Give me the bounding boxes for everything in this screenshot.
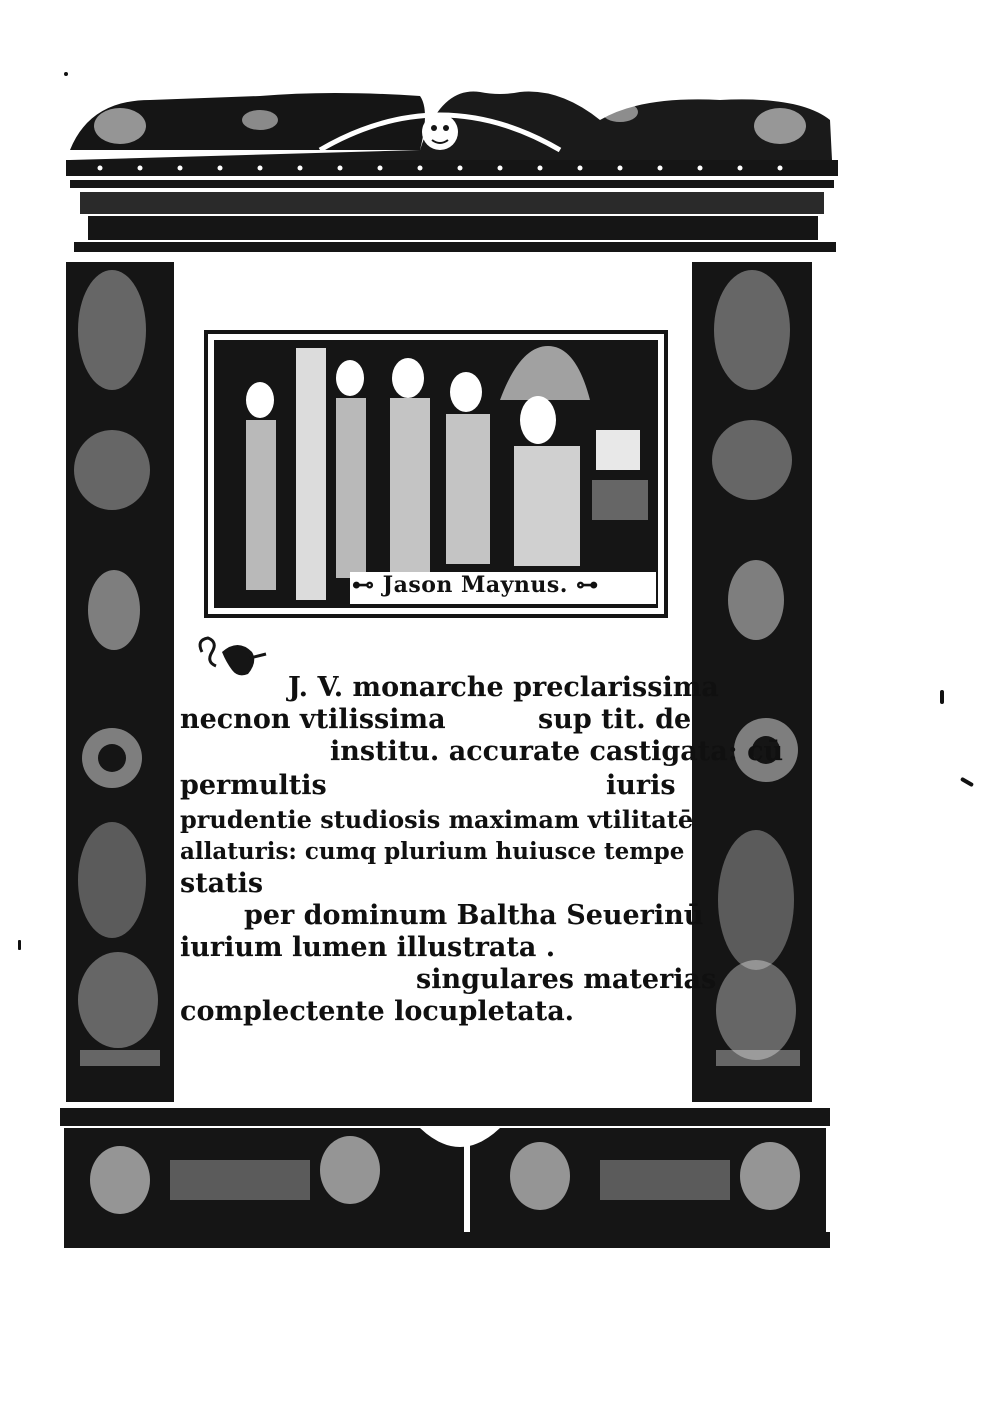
- title-line: iuris: [606, 770, 676, 801]
- top-frieze: [66, 91, 838, 252]
- title-line: permultis: [180, 770, 327, 801]
- title-line: allaturis: cumq plurium huiusce tempe: [180, 838, 685, 865]
- title-text: [180, 672, 784, 1032]
- title-line: iurium lumen illustrata .: [180, 932, 556, 963]
- title-line: prudentie studiosis maximam vtilitatē: [180, 805, 694, 834]
- title-line: singulares materias: [416, 964, 717, 995]
- bottom-frieze: [60, 1108, 830, 1248]
- title-line: necnon vtilissima: [180, 704, 446, 735]
- woodcut-caption: ⊷ Jason Maynus. ⊶: [352, 572, 599, 598]
- title-line: institu. accurate castigata: cū: [330, 736, 784, 767]
- title-line: complectente locupletata.: [180, 996, 575, 1027]
- title-line: J. V. monarche preclarissima: [288, 672, 719, 703]
- title-line: per dominum Baltha Seuerinū: [244, 900, 704, 931]
- left-pillar: [66, 262, 174, 1102]
- title-line: sup tit. de: [538, 704, 692, 735]
- ink-speck: [940, 690, 944, 704]
- title-line: statis: [180, 868, 264, 899]
- ink-speck: [64, 72, 68, 76]
- ink-speck: [18, 940, 21, 950]
